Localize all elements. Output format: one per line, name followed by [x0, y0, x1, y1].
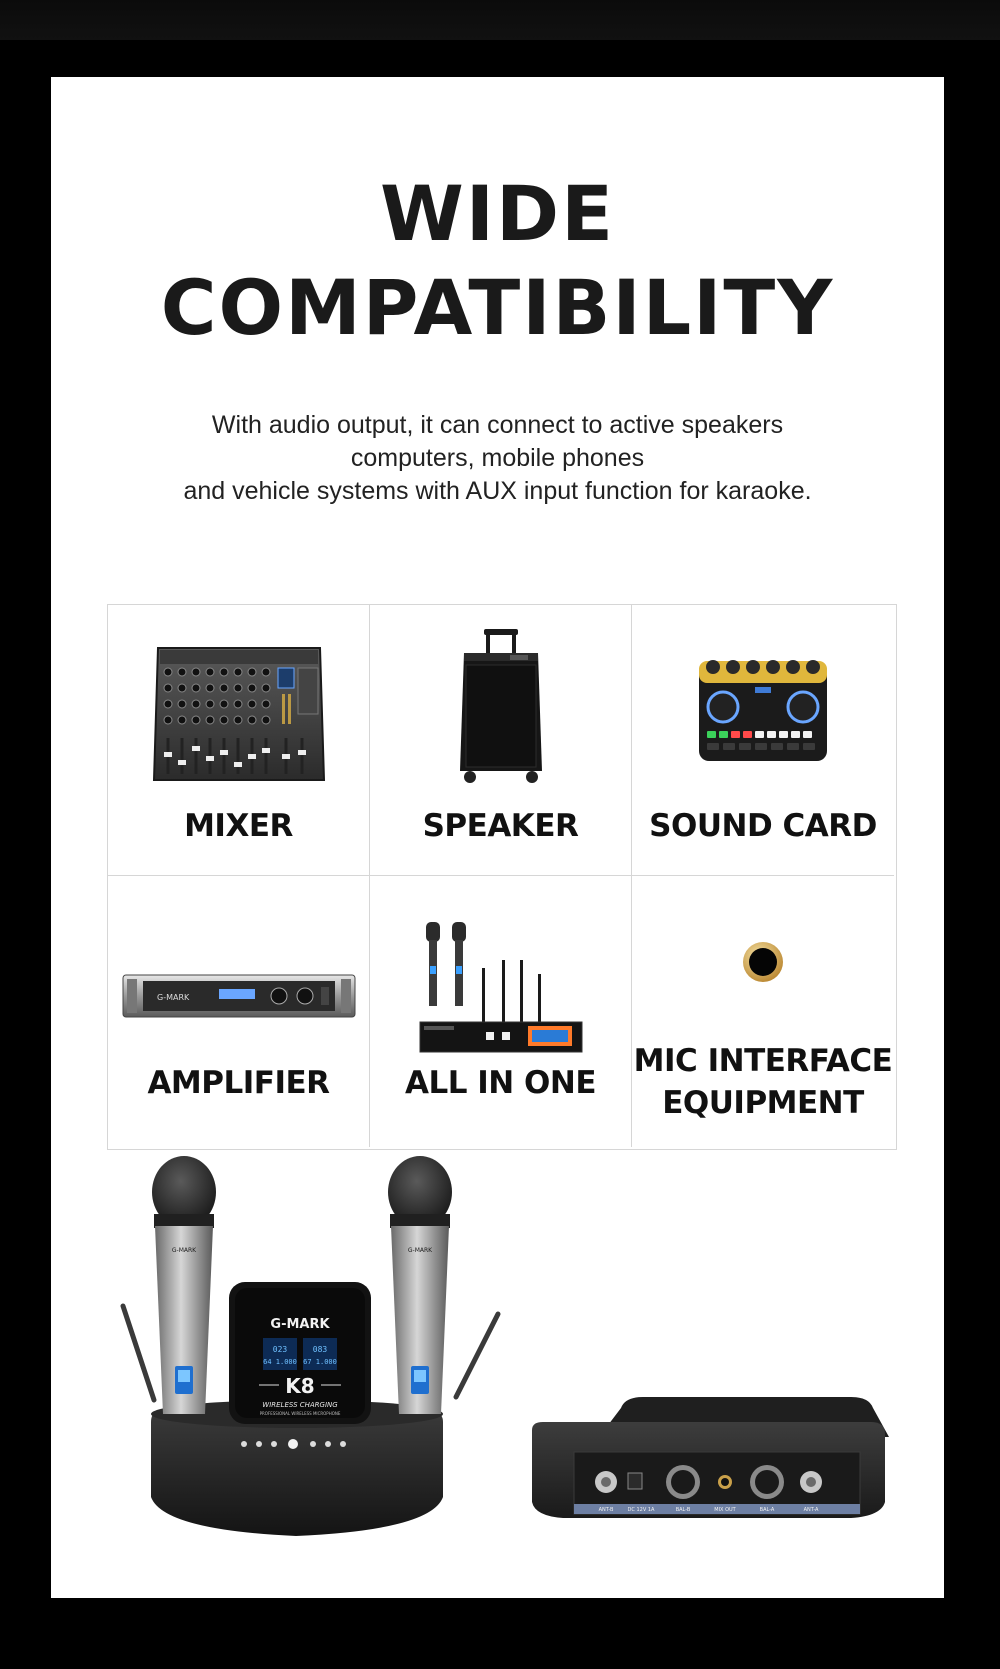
- mic-right-brand: G-MARK: [407, 1247, 433, 1254]
- tagline-1: WIRELESS CHARGING: [262, 1401, 338, 1409]
- lcd-b-freq: 67 1.000: [303, 1358, 337, 1366]
- device-label-mic-interface: [632, 1040, 894, 1124]
- device-card-amplifier: [108, 876, 370, 1147]
- tagline-2: PROFESSIONAL WIRELESS MICROPHONE: [259, 1411, 341, 1416]
- port-label-mix-out: MIX OUT: [714, 1507, 736, 1513]
- antenna-right: [456, 1314, 498, 1397]
- port-label-ant-a: ANT-A: [803, 1507, 819, 1513]
- port-label-dc: DC 12V 1A: [627, 1507, 655, 1513]
- product-photo: [51, 1152, 944, 1598]
- description-line-3: and vehicle systems with AUX input function for karaoke.: [183, 477, 812, 505]
- device-label-mic-interface-line-1: MIC INTERFACE: [633, 1043, 893, 1079]
- mic-left-brand: G-MARK: [171, 1247, 197, 1254]
- device-card-speaker: [370, 605, 632, 876]
- content-panel: [51, 77, 944, 1598]
- device-card-all-in-one: [370, 876, 632, 1147]
- description: [51, 409, 944, 508]
- device-label-sound-card: SOUND CARD: [649, 808, 877, 844]
- base-rear-view: [532, 1397, 889, 1518]
- port-label-bal-a: BAL-A: [759, 1507, 775, 1513]
- device-label-amplifier: AMPLIFIER: [147, 1065, 330, 1101]
- charging-base: [151, 1410, 443, 1536]
- page-title-line-2: COMPATIBILITY: [160, 263, 835, 352]
- device-label-speaker: SPEAKER: [422, 808, 579, 844]
- microphone-left: [152, 1156, 216, 1414]
- lcd-b-top: 083: [312, 1345, 328, 1354]
- compatibility-grid: [107, 604, 897, 1150]
- mixer-icon: [108, 641, 369, 787]
- amplifier-icon: [108, 966, 369, 1026]
- device-card-mixer: [108, 605, 370, 876]
- description-line-2: computers, mobile phones: [350, 444, 645, 472]
- speaker-icon: [370, 623, 631, 787]
- svg-text:G-MARK: G-MARK: [156, 993, 189, 1002]
- lcd-a-top: 023: [272, 1345, 288, 1354]
- port-label-ant-b: ANT-B: [598, 1507, 614, 1513]
- device-label-all-in-one: ALL IN ONE: [404, 1065, 597, 1101]
- device-label-mixer: MIXER: [184, 808, 293, 844]
- port-label-bal-b: BAL-B: [675, 1507, 691, 1513]
- page-title-line-1: WIDE: [379, 169, 616, 258]
- device-label-mic-interface-line-2: EQUIPMENT: [662, 1085, 864, 1121]
- device-card-mic-interface: [632, 876, 894, 1147]
- mic-jack-icon: [632, 940, 894, 984]
- lcd-a-freq: 64 1.000: [263, 1358, 297, 1366]
- device-card-sound-card: [632, 605, 894, 876]
- microphone-right: [388, 1156, 452, 1414]
- all-in-one-icon: [370, 916, 631, 1060]
- description-line-1: With audio output, it can connect to active speakers: [211, 411, 784, 439]
- top-strip: [0, 0, 1000, 40]
- receiver-brand: G-MARK: [270, 1317, 330, 1332]
- sound-card-icon: [632, 649, 894, 769]
- page-title: [51, 167, 944, 355]
- antenna-left: [123, 1306, 154, 1400]
- model-name: K8: [285, 1374, 315, 1398]
